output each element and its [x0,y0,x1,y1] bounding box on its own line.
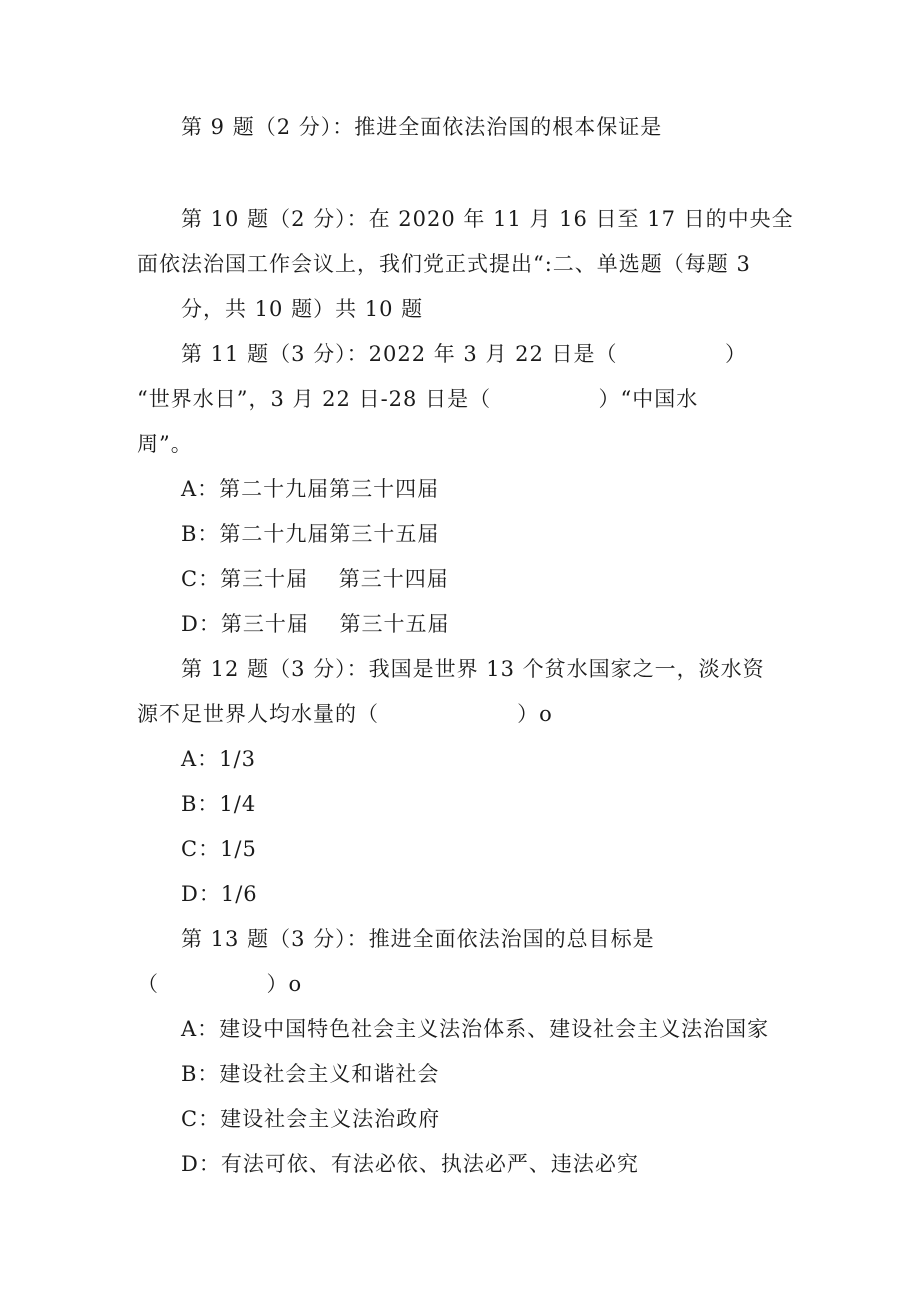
q11-option-d: D：第三十届 第三十五届 [181,612,450,636]
q12-option-a: A：1/3 [181,747,256,771]
q12-line-1: 第 12 题（3 分）：我国是世界 13 个贫水国家之一，淡水资 [181,657,765,681]
q10-line-2: 面依法治国工作会议上，我们党正式提出“:二、单选题（每题 3 [137,252,751,276]
q13-line-1: 第 13 题（3 分）：推进全面依法治国的总目标是 [181,927,655,951]
q11-line-2: “世界水日”，3 月 22 日-28 日是（ ）“中国水 [137,387,699,411]
q11-option-a: A：第二十九届第三十四届 [181,477,440,501]
q13-line-2: （ ）o [137,972,303,996]
q13-option-c: C：建设社会主义法治政府 [181,1107,441,1131]
q12-line-2: 源不足世界人均水量的（ ）o [137,702,553,726]
q13-option-b: B：建设社会主义和谐社会 [181,1062,440,1086]
q11-option-c: C：第三十届 第三十四届 [181,567,449,591]
q9-line-1: 第 9 题（2 分）：推进全面依法治国的根本保证是 [181,115,663,139]
q11-option-b: B：第二十九届第三十五届 [181,522,440,546]
q13-option-d: D：有法可依、有法必依、执法必严、违法必究 [181,1152,639,1176]
q13-option-a: A：建设中国特色社会主义法治体系、建设社会主义法治国家 [181,1017,770,1041]
q12-option-c: C：1/5 [181,837,257,861]
q12-option-d: D：1/6 [181,882,258,906]
q10-line-3: 分，共 10 题）共 10 题 [181,297,424,321]
q11-line-1: 第 11 题（3 分）：2022 年 3 月 22 日是（ ） [181,342,747,366]
q12-option-b: B：1/4 [181,792,257,816]
q10-line-1: 第 10 题（2 分）：在 2020 年 11 月 16 日至 17 日的中央全 [181,207,794,231]
q11-line-3: 周”。 [137,432,193,456]
